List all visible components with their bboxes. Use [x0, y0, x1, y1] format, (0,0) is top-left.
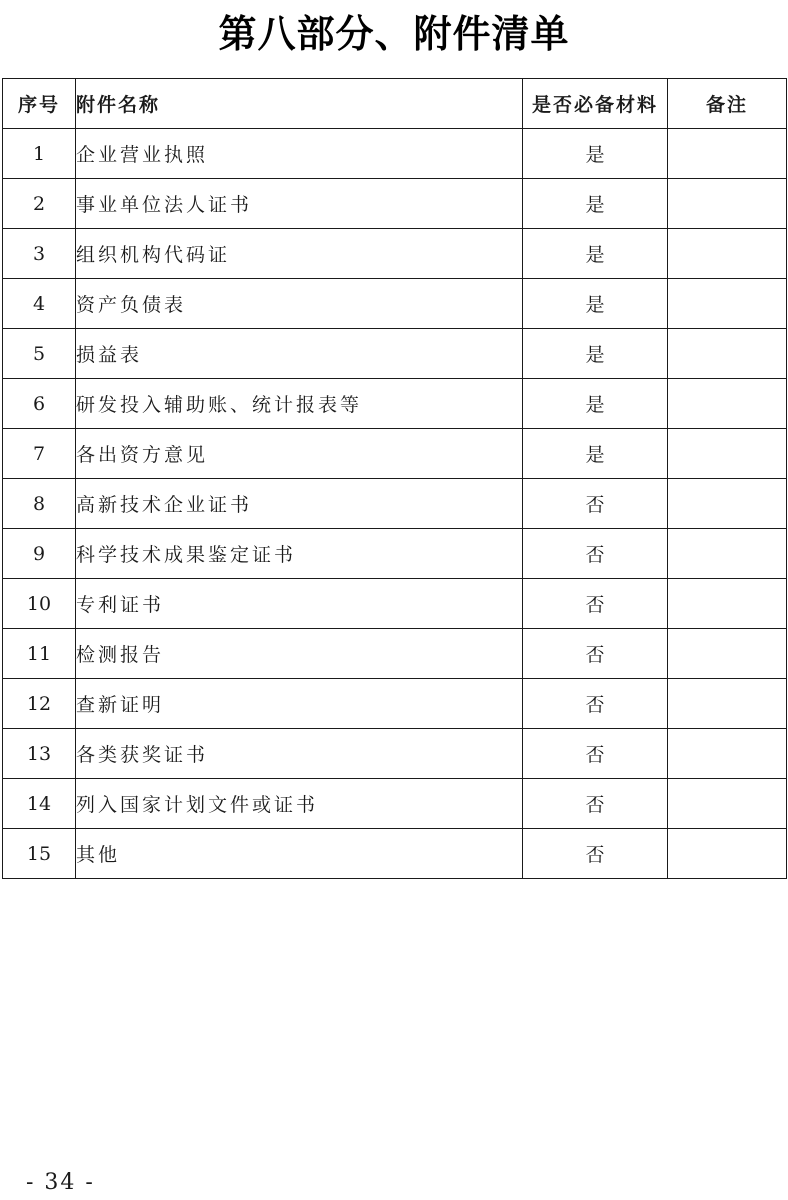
row-name: 科学技术成果鉴定证书: [76, 529, 523, 579]
table-row: [3, 129, 787, 179]
row-required: 是: [523, 229, 668, 279]
row-required: 否: [523, 479, 668, 529]
row-name: 各出资方意见: [76, 429, 523, 479]
table-row: [3, 829, 787, 879]
header-row: [3, 79, 787, 129]
row-note: [668, 179, 787, 229]
row-required: 是: [523, 279, 668, 329]
table-row: [3, 629, 787, 679]
row-required: 否: [523, 679, 668, 729]
row-note: [668, 829, 787, 879]
row-index: 5: [3, 329, 76, 379]
table-header: [3, 79, 787, 129]
row-note: [668, 279, 787, 329]
row-required: 是: [523, 179, 668, 229]
row-required: 是: [523, 329, 668, 379]
row-note: [668, 679, 787, 729]
row-note: [668, 529, 787, 579]
row-required: 是: [523, 429, 668, 479]
row-index: 11: [3, 629, 76, 679]
row-index: 1: [3, 129, 76, 179]
row-index: 13: [3, 729, 76, 779]
row-name: 组织机构代码证: [76, 229, 523, 279]
row-index: 2: [3, 179, 76, 229]
attachment-table: [2, 78, 787, 879]
row-required: 否: [523, 629, 668, 679]
table-row: [3, 529, 787, 579]
row-name: 各类获奖证书: [76, 729, 523, 779]
row-index: 8: [3, 479, 76, 529]
row-index: 7: [3, 429, 76, 479]
row-name: 损益表: [76, 329, 523, 379]
row-index: 12: [3, 679, 76, 729]
row-required: 否: [523, 779, 668, 829]
row-name: 查新证明: [76, 679, 523, 729]
table-row: [3, 179, 787, 229]
row-note: [668, 729, 787, 779]
row-required: 是: [523, 129, 668, 179]
page-number: - 34 -: [26, 1170, 95, 1195]
row-required: 否: [523, 829, 668, 879]
table-row: [3, 679, 787, 729]
row-name: 检测报告: [76, 629, 523, 679]
row-index: 15: [3, 829, 76, 879]
row-note: [668, 329, 787, 379]
row-index: 14: [3, 779, 76, 829]
table-row: [3, 379, 787, 429]
row-note: [668, 779, 787, 829]
row-note: [668, 429, 787, 479]
table-row: [3, 229, 787, 279]
row-name: 资产负债表: [76, 279, 523, 329]
row-required: 是: [523, 379, 668, 429]
row-name: 事业单位法人证书: [76, 179, 523, 229]
row-note: [668, 229, 787, 279]
row-index: 3: [3, 229, 76, 279]
table-body: [3, 129, 787, 879]
row-name: 其他: [76, 829, 523, 879]
row-name: 企业营业执照: [76, 129, 523, 179]
table-row: [3, 579, 787, 629]
table-row: [3, 329, 787, 379]
table-row: [3, 779, 787, 829]
row-note: [668, 479, 787, 529]
row-note: [668, 629, 787, 679]
table-row: [3, 279, 787, 329]
row-index: 9: [3, 529, 76, 579]
row-index: 10: [3, 579, 76, 629]
row-required: 否: [523, 729, 668, 779]
header-name: 附件名称: [76, 79, 523, 129]
row-note: [668, 379, 787, 429]
header-note: 备注: [668, 79, 787, 129]
row-index: 4: [3, 279, 76, 329]
row-name: 研发投入辅助账、统计报表等: [76, 379, 523, 429]
row-note: [668, 129, 787, 179]
header-required: 是否必备材料: [523, 79, 668, 129]
row-name: 列入国家计划文件或证书: [76, 779, 523, 829]
page-title: 第八部分、附件清单: [218, 12, 570, 56]
row-name: 专利证书: [76, 579, 523, 629]
table-row: [3, 729, 787, 779]
table-row: [3, 479, 787, 529]
row-note: [668, 579, 787, 629]
row-required: 否: [523, 579, 668, 629]
row-required: 否: [523, 529, 668, 579]
row-name: 高新技术企业证书: [76, 479, 523, 529]
row-index: 6: [3, 379, 76, 429]
header-index: 序号: [3, 79, 76, 129]
table-row: [3, 429, 787, 479]
